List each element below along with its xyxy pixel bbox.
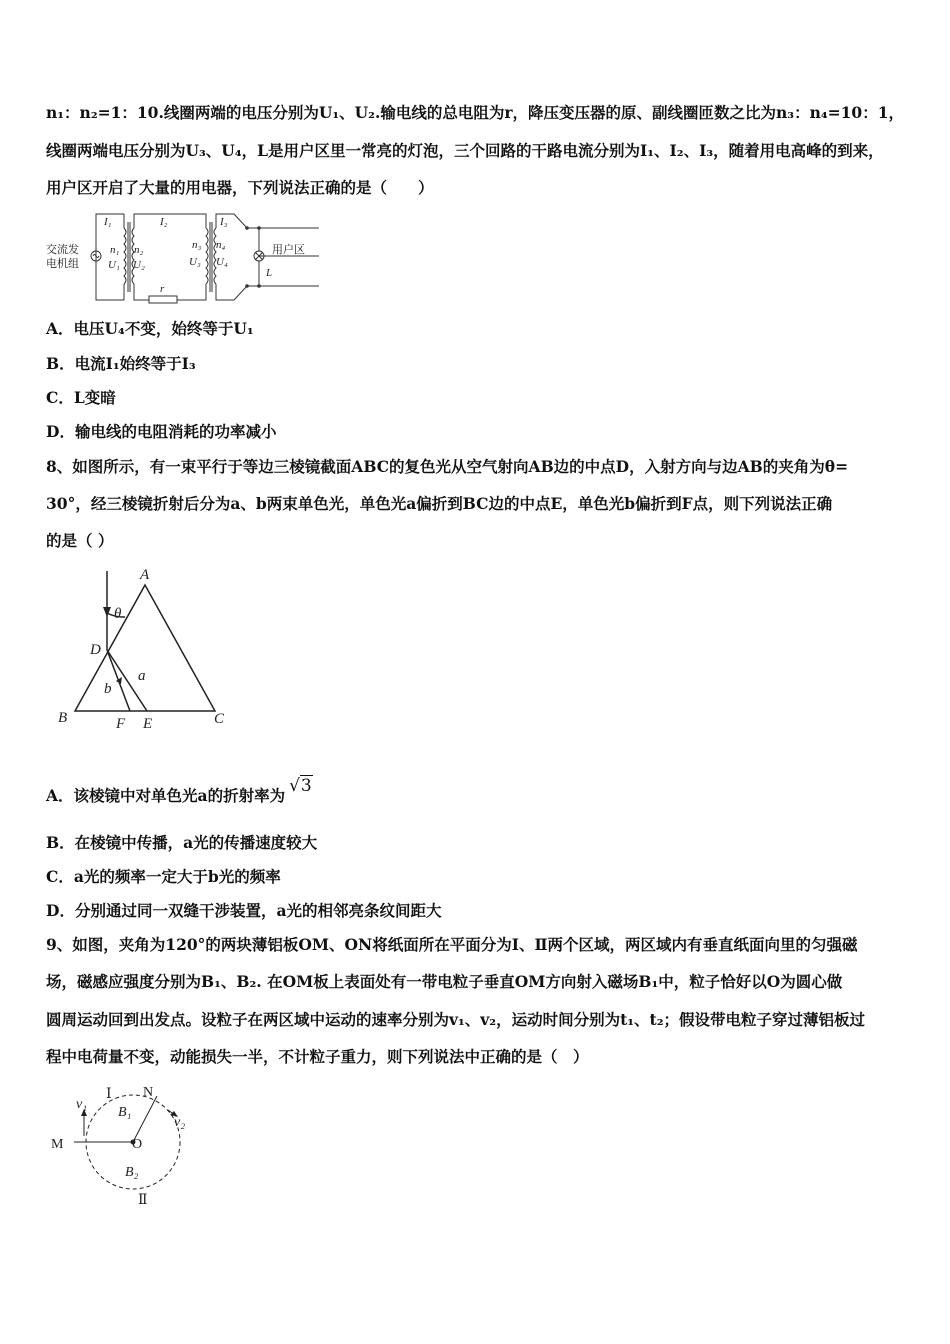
q9-line-2: 场，磁感应强度分别为B₁、B₂. 在OM板上表面处有一带电粒子垂直OM方向射入磁场B₁中，粒子恰好以O为圆心做 [46,972,843,991]
sqrt-radicand: 3 [300,776,312,796]
fig-point-b: B [58,710,68,726]
fig-point-d: D [90,642,101,658]
fig-point-n: N [143,1085,154,1100]
magnetic-field-figure [48,1078,208,1206]
fig-point-a: A [140,567,150,583]
fig-theta-label: θ [114,606,122,622]
sqrt-three: √3 [289,776,312,796]
q8-line-3: 的是（ ） [46,531,114,550]
fig-n2-label: n₂ [134,244,144,256]
q8-option-a [46,776,313,806]
fig-u4-label: U₄ [216,256,228,268]
fig-region-i: Ⅰ [106,1087,112,1102]
fig-l-label: L [266,267,273,279]
fig-generator-label-2: 电机组 [46,258,79,270]
q7-line-2: 线圈两端电压分别为U₃、U₄，L是用户区里一常亮的灯泡，三个回路的干路电流分别为I₁、I₂、I₃，随着用电高峰的到来， [46,141,884,160]
q8-option-b: B．在棱镜中传播，a光的传播速度较大 [46,833,318,852]
fig-n3-label: n₃ [192,239,202,251]
fig-point-f: F [116,716,126,732]
fig-v1-label: v₁ [76,1097,88,1112]
fig-ray-a-label: a [138,668,146,684]
fig-b2-label: B₂ [125,1165,139,1180]
q9-line-1: 9、如图，夹角为120°的两块薄铝板OM、ON将纸面所在平面分为Ⅰ、Ⅱ两个区域，两区域内有垂直纸面向里的匀强磁 [46,935,858,954]
fig-i2-label: I₂ [160,216,168,228]
fig-i3-label: I₃ [220,216,228,228]
fig-point-m: M [51,1137,64,1152]
fig-ray-b-label: b [104,681,112,697]
q8-line-1: 8、如图所示，有一束平行于等边三棱镜截面ABC的复色光从空气射向AB边的中点D，入射方向与边AB的夹角为θ= [46,457,849,476]
q7-option-c: C．L变暗 [46,388,116,407]
fig-v2-label: v₂ [174,1115,186,1130]
fig-generator-label-1: 交流发 [46,244,79,256]
fig-n4-label: n₄ [216,239,226,251]
q7-option-b: B．电流I₁始终等于I₃ [46,354,196,373]
fig-u1-label: U₁ [108,259,120,271]
q8-option-d: D．分别通过同一双缝干涉装置，a光的相邻亮条纹间距大 [46,901,442,920]
fig-point-o: O [132,1137,143,1152]
fig-u2-label: U₂ [133,259,145,271]
fig-point-e: E [143,716,153,732]
fig-user-area-label: 用户区 [272,244,305,256]
fig-u3-label: U₃ [189,256,201,268]
prism-figure [50,565,240,735]
fig-n1-label: n₁ [110,244,120,256]
fig-i1-label: I₁ [104,216,112,228]
transformer-circuit-figure [44,208,324,308]
fig-r-label: r [160,283,165,295]
q8-option-a-text: A．该棱镜中对单色光a的折射率为 [46,786,286,805]
q7-option-a: A．电压U₄不变，始终等于U₁ [46,319,254,338]
q8-option-c: C．a光的频率一定大于b光的频率 [46,867,281,886]
q7-line-1: n₁：n₂=1：10.线圈两端的电压分别为U₁、U₂.输电线的总电阻为r，降压变压器的原、副线圈匝数之比为n₃：n₄=10：1， [46,103,904,122]
q9-line-3: 圆周运动回到出发点。设粒子在两区域中运动的速率分别为v₁、v₂，运动时间分别为t₁、t₂；假设带电粒子穿过薄铝板过 [46,1010,865,1029]
fig-b1-label: B₁ [118,1105,132,1120]
q8-line-2: 30°，经三棱镜折射后分为a、b两束单色光，单色光a偏折到BC边的中点E，单色光b偏折到F点，则下列说法正确 [46,494,833,513]
q7-option-d: D．输电线的电阻消耗的功率减小 [46,422,277,441]
fig-region-ii: Ⅱ [138,1193,148,1206]
fig-point-c: C [214,711,225,727]
q9-line-4: 程中电荷量不变，动能损失一半，不计粒子重力，则下列说法中正确的是（ ） [46,1047,589,1066]
q7-line-3: 用户区开启了大量的用电器，下列说法正确的是（ ） [46,178,434,197]
